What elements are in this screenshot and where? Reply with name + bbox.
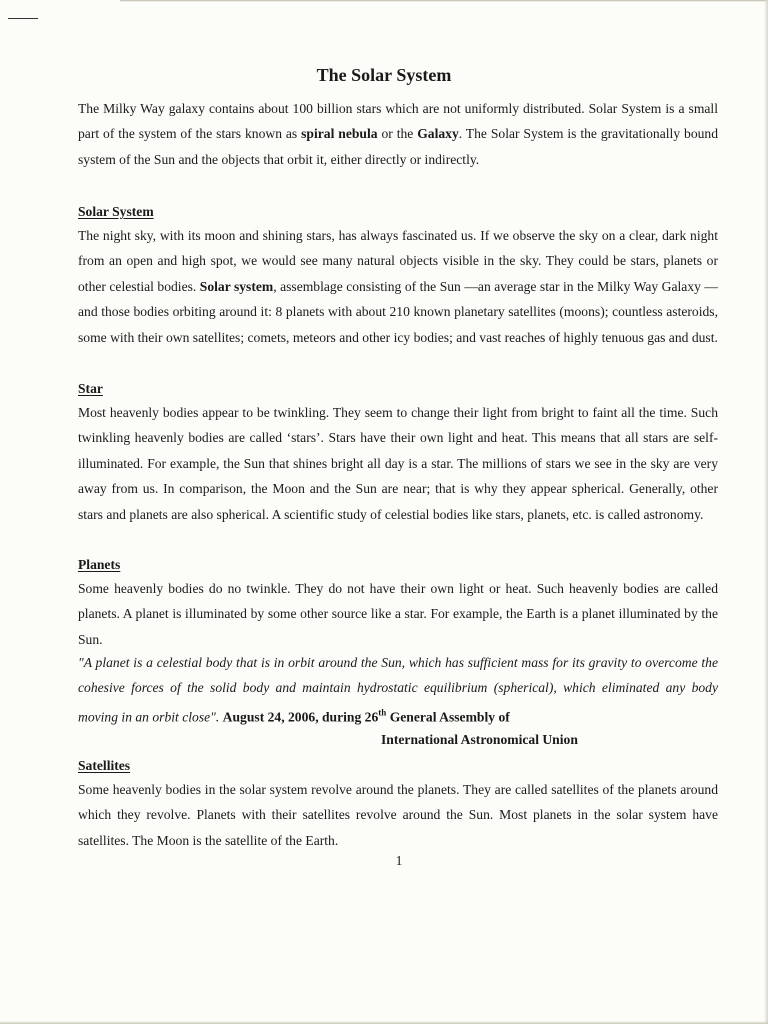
quote-text: "A planet is a celestial body that is in orbit around the Sun, which has sufficient mass for its gravity to overcome the cohesive forces of the solid body and maintain hydrostatic equilibrium (spherical), which eliminated any body moving in an orbit close". — [78, 655, 718, 725]
planets-paragraph: Some heavenly bodies do no twinkle. They do not have their own light or heat. Such heavenly bodies are called planets. A planet is illuminated by some other source like a star. For example, the Earth is a planet illuminated by the Sun. — [78, 581, 718, 647]
page-number: 1 — [395, 853, 403, 868]
intro-paragraph — [78, 96, 718, 172]
planet-definition-quote — [78, 650, 718, 730]
quote-attribution-b: General Assembly of — [386, 709, 510, 725]
intro-bold-spiral-nebula: spiral nebula — [301, 126, 378, 142]
heading-planets: Planets — [78, 557, 121, 572]
star-paragraph: Most heavenly bodies appear to be twinkling. They seem to change their light from bright to faint all the time. Such twinkling heavenly bodies are called ‘stars’. Stars have their own light and heat. This means that all stars are self-illuminated. For example, the Sun that shines bright all day is a star. The millions of stars we see in the sky are very away from us. In comparison, the Moon and the Sun are near; that is why they appear spherical. Generally, other stars and planets are also spherical. A scientific study of celestial bodies like stars, planets, etc. is called astronomy. — [78, 405, 718, 522]
page-right-edge — [764, 0, 768, 1024]
solar-system-text-2: , assemblage consisting of the Sun —an average star in the Milky Way Galaxy —and those bodies orbiting around it: 8 planets with about 210 known planetary satellites (moons); countless asteroids, some with their own satellites; comets, meteors and other icy bodies; and vast reaches of highly tenuous gas and dust. — [78, 278, 718, 345]
intro-text-3: . The Solar System is the gravitationally bound system of the Sun and the objects that orbit it, either directly or indirectly. — [78, 126, 719, 167]
solar-system-bold: Solar system — [199, 278, 274, 294]
scan-mark — [8, 18, 38, 19]
satellites-paragraph: Some heavenly bodies in the solar system revolve around the planets. They are called satellites of the planets around which they revolve. Planets with their satellites revolve around the Sun. Most planets in the solar system have satellites. The Moon is the satellite of the Earth. — [78, 782, 718, 848]
heading-satellites: Satellites — [78, 758, 131, 773]
heading-star: Star — [78, 381, 103, 396]
quote-attribution-sup: th — [378, 707, 387, 718]
page-top-edge — [120, 0, 768, 2]
page-title: The Solar System — [316, 65, 452, 85]
heading-solar-system: Solar System — [78, 204, 154, 219]
quote-attribution-a: August 24, 2006, during 26 — [222, 709, 379, 725]
solar-system-text-1: The night sky, with its moon and shining stars, has always fascinated us. If we observe the sky on a clear, dark night from an open and high spot, we would see many natural objects visible in the sky. They could be stars, planets or other celestial bodies. — [78, 228, 718, 294]
intro-text-1: The Milky Way galaxy contains about 100 billion stars which are not uniformly distributed. Solar System is a small part of the system of the stars known as — [78, 101, 718, 142]
solar-system-paragraph — [78, 223, 718, 350]
intro-bold-galaxy: Galaxy — [417, 126, 459, 142]
quote-attribution-org: International Astronomical Union — [381, 732, 578, 747]
intro-text-2: or the — [377, 126, 418, 142]
